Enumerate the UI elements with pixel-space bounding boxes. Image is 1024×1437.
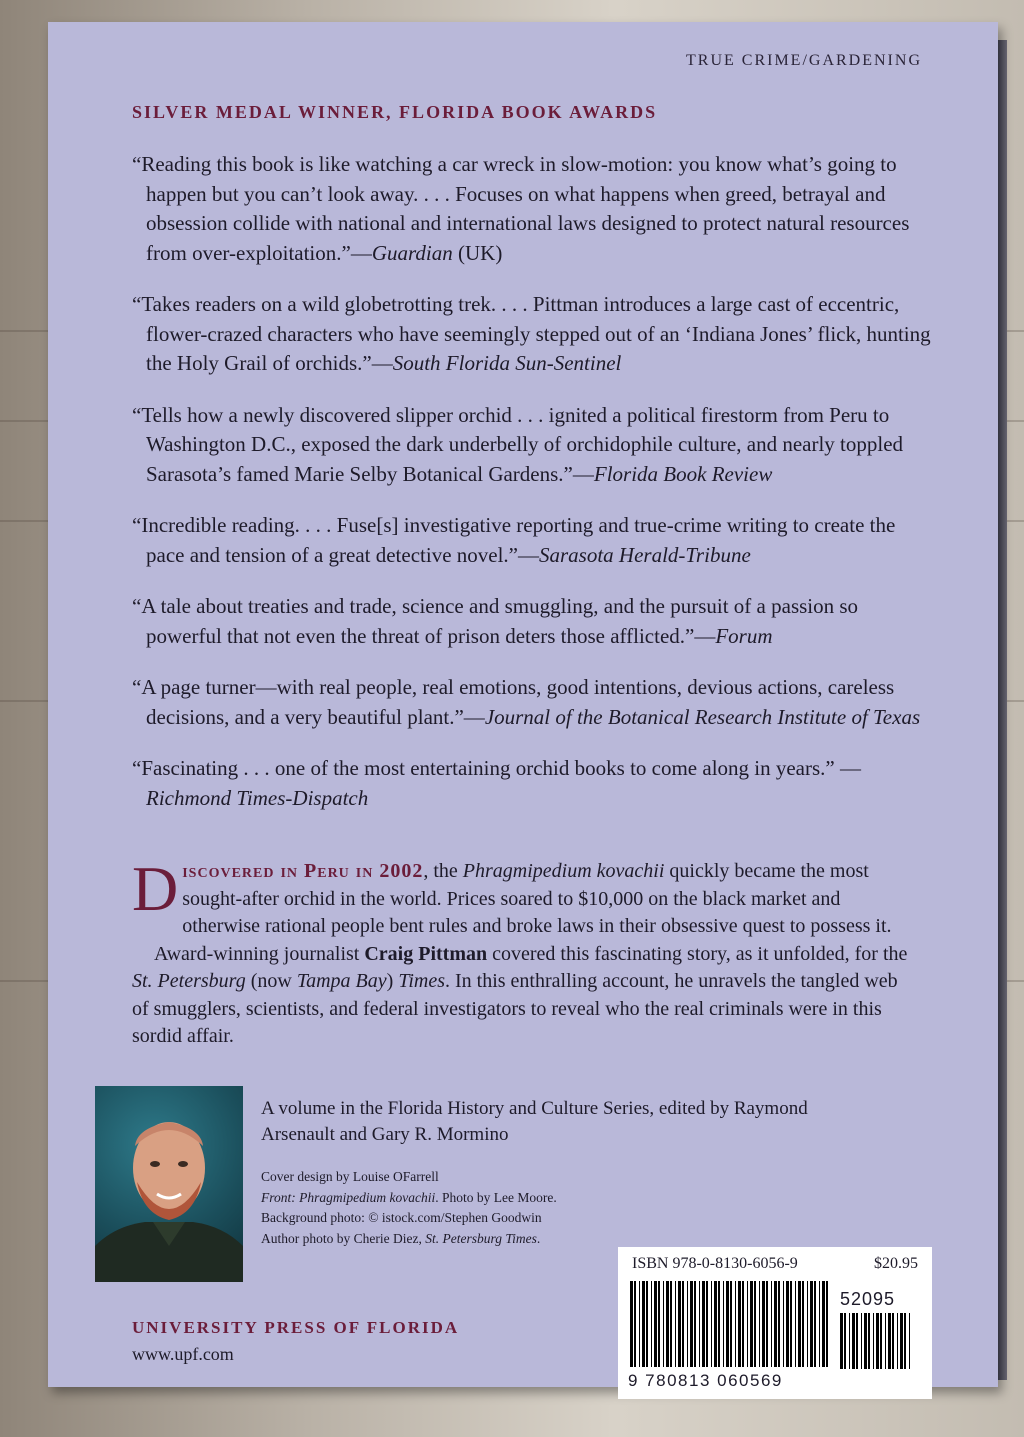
barcode-stripe: [880, 1313, 882, 1369]
ean-barcode: [630, 1281, 840, 1371]
barcode-stripe: [651, 1281, 652, 1367]
barcode-stripe: [856, 1313, 858, 1369]
review-quotes: [132, 150, 932, 835]
barcode-stripe: [826, 1281, 828, 1367]
award-heading: SILVER MEDAL WINNER, FLORIDA BOOK AWARDS: [132, 102, 658, 122]
credit-line: Front: Phragmipedium kovachii. Photo by Lee Moore.: [261, 1189, 557, 1205]
barcode-stripe: [675, 1281, 676, 1367]
barcode-stripe: [742, 1281, 744, 1367]
barcode-stripe: [795, 1281, 796, 1367]
review-quote: “Incredible reading. . . . Fuse[s] investigative reporting and true-crime writing to create the pace and tension of a great detective novel.”—Sarasota Herald-Tribune: [132, 513, 896, 567]
barcode-stripe: [666, 1281, 669, 1367]
publisher-website[interactable]: www.upf.com: [132, 1344, 234, 1364]
barcode-stripe: [687, 1281, 688, 1367]
barcode-stripe: [861, 1313, 862, 1369]
barcode-stripe: [844, 1313, 846, 1369]
barcode-stripe: [646, 1281, 648, 1367]
review-quote: “Tells how a newly discovered slipper orchid . . . ignited a political firestorm from Peru to Washington D.C., exposed the dark underbelly of orchidophile culture, and nearly toppled Sarasota’s famed Marie Selby Botanical Gardens.”—Florida Book Review: [132, 402, 904, 486]
barcode-stripe: [670, 1281, 672, 1367]
barcode-stripe: [711, 1281, 712, 1367]
review-quote: “Fascinating . . . one of the most entertaining orchid books to come along in years.” —Richmond Times-Dispatch: [132, 756, 861, 810]
price: $20.95: [874, 1255, 918, 1272]
book-description: [132, 853, 912, 1051]
barcode-stripe: [786, 1281, 789, 1367]
barcode-stripe: [642, 1281, 645, 1367]
barcode-stripe: [702, 1281, 705, 1367]
barcode-stripe: [759, 1281, 760, 1367]
barcode-stripe: [723, 1281, 724, 1367]
credit-line: Author photo by Cherie Diez, St. Petersburg Times.: [261, 1230, 541, 1246]
barcode-stripe: [814, 1281, 816, 1367]
barcode-stripe: [819, 1281, 820, 1367]
author-photo: [95, 1086, 243, 1282]
barcode-stripe: [654, 1281, 657, 1367]
review-quote: “Takes readers on a wild globetrotting trek. . . . Pittman introduces a large cast of eccentric, flower-crazed characters who have seemingly stepped out of an ‘Indiana Jones’ flick, hunting the Holy Grail of orchids.”—South Florida Sun-Sentinel: [132, 292, 931, 375]
barcode-stripe: [766, 1281, 768, 1367]
barcode-stripe: [778, 1281, 780, 1367]
publisher-name: UNIVERSITY PRESS OF FLORIDA: [132, 1318, 460, 1337]
barcode-stripe: [807, 1281, 808, 1367]
barcode-stripe: [900, 1313, 903, 1369]
credit-line: Background photo: © istock.com/Stephen Goodwin: [261, 1210, 542, 1225]
barcode-stripe: [798, 1281, 801, 1367]
review-quote: “Reading this book is like watching a car wreck in slow-motion: you know what’s going to happen but you can’t look away. . . . Focuses on what happens when greed, betrayal and obsession collide with national and international laws designed to protect natural resources from over-exploitation.”—Guardian (UK): [132, 152, 910, 265]
price-addon-digits: 52095: [840, 1289, 896, 1309]
barcode-stripe: [699, 1281, 700, 1367]
barcode-stripe: [897, 1313, 898, 1369]
barcode-stripe: [639, 1281, 640, 1367]
barcode-stripe: [750, 1281, 753, 1367]
description-paragraph: Discovered in Peru in 2002, the Phragmipedium kovachii quickly became the most sought-after orchid in the world. Prices soared to $10,000 on the black market and otherwise rational people bent rules and broke laws in their obsessive quest to possess it.: [132, 853, 892, 937]
barcode-stripe: [738, 1281, 741, 1367]
barcode-stripe: [909, 1313, 910, 1369]
barcode-stripe: [774, 1281, 777, 1367]
isbn: ISBN 978-0-8130-6056-9: [632, 1255, 798, 1272]
credit-line: Cover design by Louise OFarrell: [261, 1169, 439, 1184]
ean-digits: 9 780813 060569: [628, 1371, 783, 1390]
barcode-stripe: [849, 1313, 850, 1369]
barcode-stripe: [783, 1281, 784, 1367]
barcode-stripe: [852, 1313, 855, 1369]
barcode-stripe: [802, 1281, 804, 1367]
barcode-stripe: [714, 1281, 717, 1367]
barcode-stripe: [822, 1281, 825, 1367]
barcode-stripe: [726, 1281, 729, 1367]
addon-barcode: [840, 1313, 916, 1373]
barcode-stripe: [864, 1313, 867, 1369]
barcode-stripe: [694, 1281, 696, 1367]
series-note: A volume in the Florida History and Culture Series, edited by Raymond Arsenault and Gary R. Mormino: [261, 1098, 808, 1145]
drop-cap: D: [132, 853, 179, 924]
barcode-label: [618, 1247, 932, 1399]
barcode-stripe: [892, 1313, 894, 1369]
barcode-stripe: [735, 1281, 736, 1367]
barcode-stripe: [658, 1281, 660, 1367]
barcode-stripe: [771, 1281, 772, 1367]
barcode-stripe: [747, 1281, 748, 1367]
credits: [261, 1167, 681, 1249]
barcode-stripe: [868, 1313, 870, 1369]
barcode-stripe: [762, 1281, 765, 1367]
book-back-cover: [48, 22, 998, 1390]
barcode-stripe: [730, 1281, 732, 1367]
barcode-stripe: [690, 1281, 693, 1367]
barcode-stripe: [678, 1281, 681, 1367]
barcode-stripe: [810, 1281, 813, 1367]
barcode-stripe: [873, 1313, 874, 1369]
barcode-stripe: [718, 1281, 720, 1367]
review-quote: “A page turner—with real people, real emotions, good intentions, devious actions, careless decisions, and a very beautiful plant.”—Journal of the Botanical Research Institute of Texas: [132, 675, 921, 729]
barcode-stripe: [682, 1281, 684, 1367]
barcode-stripe: [904, 1313, 906, 1369]
barcode-stripe: [634, 1281, 636, 1367]
barcode-stripe: [754, 1281, 756, 1367]
barcode-stripe: [885, 1313, 886, 1369]
barcode-stripe: [790, 1281, 792, 1367]
description-paragraph: Award-winning journalist Craig Pittman covered this fascinating story, as it unfolded, for the St. Petersburg (now Tampa Bay) Times. In this enthralling account, he unravels the tangled web of smugglers, scientists, and federal investigators to reveal who the real criminals were in this sordid affair.: [132, 942, 908, 1047]
barcode-stripe: [876, 1313, 879, 1369]
category-label: TRUE CRIME/GARDENING: [686, 52, 922, 69]
review-quote: “A tale about treaties and trade, science and smuggling, and the pursuit of a passion so powerful that not even the threat of prison deters those afflicted.”—Forum: [132, 594, 859, 648]
barcode-stripe: [630, 1281, 633, 1367]
barcode-stripe: [663, 1281, 664, 1367]
barcode-stripe: [706, 1281, 708, 1367]
barcode-stripe: [840, 1313, 843, 1369]
barcode-stripe: [888, 1313, 891, 1369]
